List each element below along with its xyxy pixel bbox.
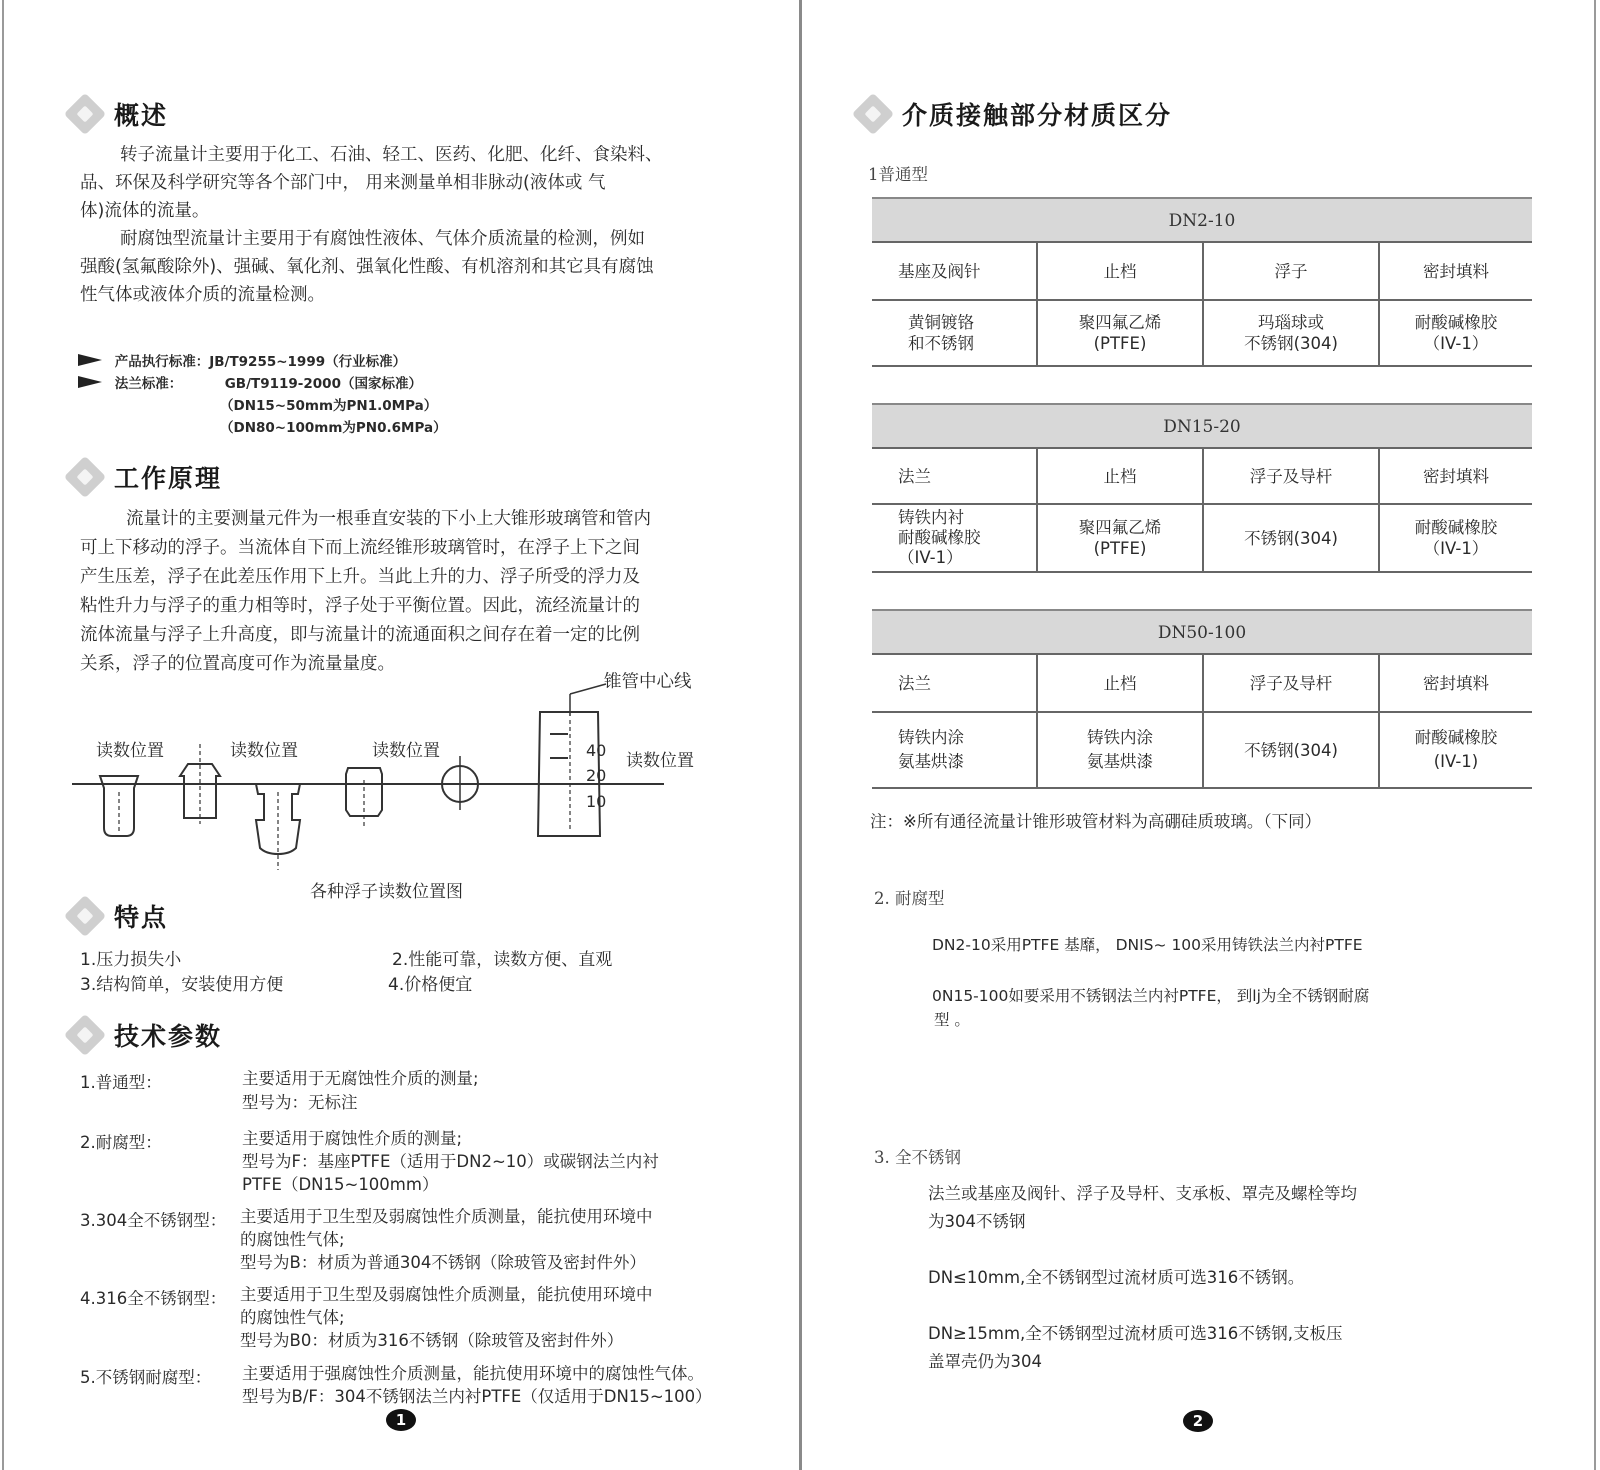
cell-line: 铸铁内涂 [898, 728, 964, 747]
table-cell [1378, 505, 1532, 571]
left-page-border [2, 0, 4, 1470]
float-4-icon [346, 768, 382, 826]
table-title: DN2-10 [872, 197, 1532, 243]
reading-position-label: 读数位置 [96, 741, 164, 761]
table-row [872, 713, 1532, 789]
cell-line: 耐酸碱橡胶 [1414, 518, 1498, 537]
overview-line: 转子流量计主要用于化工、石油、轻工、医药、化肥、化纤、食染料、 [120, 145, 663, 165]
float-3-icon [256, 784, 300, 870]
flange-note: （DN15~50mm为PN1.0MPa） [220, 398, 438, 414]
type1-label: 1普通型 [868, 165, 928, 184]
diamond-bullet-icon [64, 1014, 106, 1056]
principle-line: 流量计的主要测量元件为一根垂直安装的下小上大锥形玻璃管和管内 [126, 509, 651, 529]
table-row [872, 301, 1532, 367]
type3-line: DN≥15mm,全不锈钢型过流材质可选316不锈钢,支板压 [928, 1324, 1343, 1343]
table-header-cell: 浮子 [1202, 243, 1378, 299]
table-header-cell: 止档 [1036, 655, 1202, 711]
overview-line: 品、环保及科学研究等各个部门中， 用来测量单相非脉动(液体或 气 [80, 173, 606, 193]
table-header-cell: 止档 [1036, 243, 1202, 299]
table-header-cell: 法兰 [898, 673, 931, 693]
table-header-cell: 密封填料 [1378, 449, 1532, 503]
principle-title: 工作原理 [114, 464, 223, 493]
scale-mark: 20 [586, 766, 607, 785]
param-line: 主要适用于卫生型及弱腐蚀性介质测量，能抗使用环境中 [240, 1207, 653, 1226]
cell-line: （IV-1） [898, 548, 963, 567]
table-header-cell: 法兰 [898, 466, 931, 486]
table-header-row [872, 449, 1532, 505]
overview-line: 性气体或液体介质的流量检测。 [80, 285, 325, 305]
cell-line: 聚四氟乙烯 [1078, 313, 1162, 332]
param-line: 主要适用于无腐蚀性介质的测量; [242, 1069, 479, 1088]
feature-item: 2.性能可靠，读数方便、直观 [392, 950, 613, 970]
table-header-cell: 止档 [1036, 449, 1202, 503]
feature-item: 1.压力损失小 [80, 950, 182, 970]
diamond-bullet-icon [852, 93, 894, 135]
type2-line: 0N15-100如要采用不锈钢法兰内衬PTFE， 到lj为全不锈钢耐腐 [932, 987, 1370, 1005]
diamond-bullet-icon [64, 456, 106, 498]
cell-line: 铸铁内涂 [1087, 728, 1153, 747]
cell-line: (IV-1) [1433, 752, 1479, 771]
arrow-right-icon [78, 376, 102, 388]
table-header-row [872, 243, 1532, 301]
param-label: 5.不锈钢耐腐型： [80, 1368, 212, 1387]
param-line: 的腐蚀性气体; [240, 1308, 345, 1327]
principle-line: 流体流量与浮子上升高度，即与流量计的流通面积之间存在着一定的比例 [80, 625, 640, 645]
page-number-right: 2 [1183, 1410, 1213, 1432]
cell-line: 不锈钢(304) [1244, 740, 1338, 760]
table-cell [1202, 713, 1378, 787]
cell-line: 不锈钢(304) [1244, 528, 1338, 548]
table-cell [872, 301, 1036, 365]
flange-standard-value: GB/T9119-2000（国家标准） [224, 376, 422, 392]
principle-line: 关系，浮子的位置高度可作为流量量度。 [80, 654, 395, 674]
table-cell [1036, 301, 1202, 365]
principle-line: 粘性升力与浮子的重力相等时，浮子处于平衡位置。因此，流经流量计的 [80, 596, 640, 616]
type3-line: 法兰或基座及阀针、浮子及导杆、支承板、罩壳及螺栓等均 [928, 1184, 1357, 1203]
materials-heading [850, 96, 1172, 132]
table-header-cell: 基座及阀针 [898, 261, 981, 281]
cell-line: 耐酸碱橡胶 [1414, 313, 1498, 332]
cone-center-label: 锥管中心线 [604, 672, 692, 692]
type2-line: 型 。 [934, 1011, 970, 1029]
overview-heading [62, 96, 168, 132]
cell-line: 耐酸碱橡胶 [898, 528, 981, 547]
param-line: 型号为：无标注 [242, 1093, 358, 1112]
type2-label: 2. 耐腐型 [874, 889, 945, 908]
table-cell [1036, 713, 1202, 787]
cell-line: （IV-1） [1423, 334, 1489, 353]
reading-position-label: 读数位置 [372, 741, 440, 761]
table-cell [1036, 505, 1202, 571]
features-title: 特点 [114, 903, 169, 932]
table-row [872, 505, 1532, 573]
cell-line: (PTFE) [1093, 334, 1147, 353]
flange-standard [78, 373, 422, 395]
glass-note: 注：※所有通径流量计锥形玻管材料为高硼硅质玻璃。（下同） [870, 812, 1322, 831]
product-standard [78, 351, 406, 373]
table-cell [1202, 505, 1378, 571]
params-heading [62, 1017, 222, 1053]
materials-title: 介质接触部分材质区分 [902, 101, 1173, 130]
table-title: DN15-20 [872, 403, 1532, 449]
type3-line: 为304不锈钢 [928, 1212, 1026, 1231]
cone-tube-icon [538, 684, 606, 836]
table-header-cell: 密封填料 [1378, 655, 1532, 711]
features-heading [62, 898, 168, 934]
feature-item: 3.结构简单，安装使用方便 [80, 975, 284, 995]
table-header-row [872, 655, 1532, 713]
overview-line: 体)流体的流量。 [80, 201, 210, 221]
flange-note: （DN80~100mm为PN0.6MPa） [220, 420, 447, 436]
param-line: 型号为B：材质为普通304不锈钢（除玻管及密封件外） [240, 1253, 646, 1272]
overview-line: 耐腐蚀型流量计主要用于有腐蚀性液体、气体介质流量的检测，例如 [120, 229, 645, 249]
cell-line: 黄铜镀铬 [908, 313, 974, 332]
param-line: 主要适用于卫生型及弱腐蚀性介质测量，能抗使用环境中 [240, 1285, 653, 1304]
page-divider [799, 0, 802, 1470]
arrow-right-icon [78, 354, 102, 366]
diagram-caption: 各种浮子读数位置图 [310, 882, 463, 902]
type2-line: DN2-10采用PTFE 基靡， DNIS~ 100采用铸铁法兰内衬PTFE [932, 936, 1363, 954]
reading-position-label: 读数位置 [626, 751, 694, 771]
product-standard-label: 产品执行标准： [114, 354, 210, 370]
right-page-border [1594, 0, 1596, 1470]
type3-line: DN≤10mm,全不锈钢型过流材质可选316不锈钢。 [928, 1268, 1305, 1287]
cell-line: 不锈钢(304) [1244, 334, 1338, 353]
table-header-cell: 浮子及导杆 [1202, 449, 1378, 503]
type3-line: 盖罩壳仍为304 [928, 1352, 1042, 1371]
page-number-left: 1 [386, 1409, 416, 1431]
principle-line: 可上下移动的浮子。当流体自下而上流经锥形玻璃管时，在浮子上下之间 [80, 538, 640, 558]
param-label: 4.316全不锈钢型： [80, 1289, 227, 1308]
material-table-dn2-10 [872, 197, 1532, 367]
scale-mark: 10 [586, 792, 607, 811]
material-table-dn15-20 [872, 403, 1532, 573]
overview-line: 强酸(氢氟酸除外)、强碱、氧化剂、强氧化性酸、有机溶剂和其它具有腐蚀 [80, 257, 654, 277]
table-cell [1378, 713, 1532, 787]
overview-title: 概述 [114, 101, 169, 130]
cell-line: 耐酸碱橡胶 [1414, 728, 1498, 747]
cell-line: 玛瑙球或 [1258, 313, 1324, 332]
param-label: 1.普通型： [80, 1073, 162, 1092]
table-header-cell: 密封填料 [1378, 243, 1532, 299]
table-header-cell: 浮子及导杆 [1202, 655, 1378, 711]
cell-line: （IV-1） [1423, 539, 1489, 558]
param-label: 3.304全不锈钢型： [80, 1211, 227, 1230]
reading-position-label: 读数位置 [230, 741, 298, 761]
cell-line: 和不锈钢 [908, 334, 974, 353]
cell-line: 铸铁内衬 [898, 508, 964, 527]
material-table-dn50-100 [872, 609, 1532, 789]
cell-line: 氨基烘漆 [1087, 752, 1153, 771]
param-line: 型号为B/F：304不锈钢法兰内衬PTFE（仅适用于DN15~100） [242, 1387, 712, 1406]
flange-standard-label: 法兰标准： [114, 376, 183, 392]
cell-line: 氨基烘漆 [898, 752, 964, 771]
diamond-bullet-icon [64, 895, 106, 937]
param-line: 主要适用于强腐蚀性介质测量，能抗使用环境中的腐蚀性气体。 [242, 1364, 704, 1383]
scale-mark: 40 [586, 741, 607, 760]
cell-line: 聚四氟乙烯 [1078, 518, 1162, 537]
feature-item: 4.价格便宜 [388, 975, 473, 995]
param-line: 型号为F：基座PTFE（适用于DN2~10）或碳钢法兰内衬 [242, 1152, 659, 1171]
principle-line: 产生压差，浮子在此差压作用下上升。当此上升的力、浮子所受的浮力及 [80, 567, 640, 587]
diamond-bullet-icon [64, 93, 106, 135]
param-line: 的腐蚀性气体; [240, 1230, 345, 1249]
cell-line: (PTFE) [1093, 539, 1147, 558]
float-reading-diagram [60, 660, 780, 900]
table-cell [872, 505, 1036, 571]
table-title: DN50-100 [872, 609, 1532, 655]
param-line: PTFE（DN15~100mm） [242, 1175, 439, 1194]
product-standard-value: JB/T9255~1999（行业标准） [209, 354, 407, 370]
table-cell [1378, 301, 1532, 365]
param-line: 主要适用于腐蚀性介质的测量; [242, 1129, 463, 1148]
param-line: 型号为B0：材质为316不锈钢（除玻管及密封件外） [240, 1331, 624, 1350]
params-title: 技术参数 [114, 1022, 223, 1051]
table-cell [1202, 301, 1378, 365]
table-cell [872, 713, 1036, 787]
principle-heading [62, 459, 222, 495]
type3-label: 3. 全不锈钢 [874, 1148, 961, 1167]
param-label: 2.耐腐型： [80, 1133, 162, 1152]
